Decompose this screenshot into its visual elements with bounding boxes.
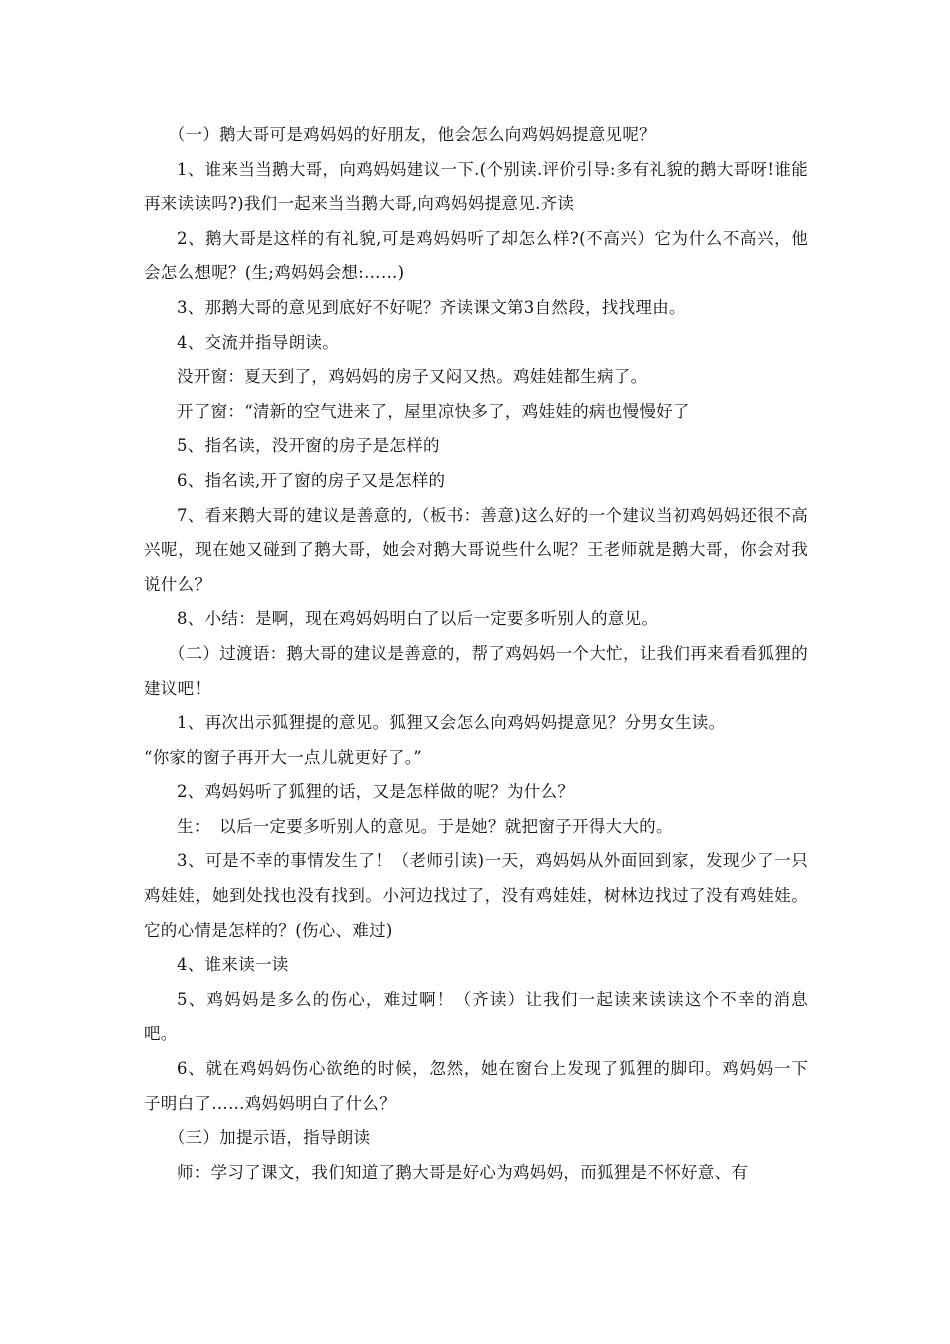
- section-heading-2: （二）过渡语：鹅大哥的建议是善意的，帮了鸡妈妈一个大忙，让我们再来看看狐狸的建议吧！: [144, 643, 808, 698]
- paragraph: 开了窗：“清新的空气进来了，屋里凉快多了，鸡娃娃的病也慢慢好了: [177, 401, 690, 421]
- paragraph: 4、交流并指导朗读。: [177, 332, 339, 352]
- section-heading-3: （三）加提示语，指导朗读: [168, 1128, 371, 1148]
- paragraph: 师：学习了课文，我们知道了鹅大哥是好心为鸡妈妈，而狐狸是不怀好意、有: [177, 1162, 749, 1182]
- paragraph: 2、鸡妈妈听了狐狸的话，又是怎样做的呢？为什么？: [177, 782, 575, 802]
- quote-line: “你家的窗子再开大一点儿就更好了。”: [144, 747, 423, 767]
- paragraph: 5、鸡妈妈是多么的伤心，难过啊！（齐读）让我们一起读来读读这个不幸的消息吧。: [144, 989, 808, 1044]
- paragraph: 6、就在鸡妈妈伤心欲绝的时候，忽然，她在窗台上发现了狐狸的脚印。鸡妈妈一下子明白了……鸡妈妈明白了什么？: [144, 1059, 808, 1113]
- body-text: [144, 118, 808, 1190]
- paragraph: 6、指名读,开了窗的房子又是怎样的: [177, 470, 446, 490]
- paragraph: 3、可是不幸的事情发生了！（老师引读)一天，鸡妈妈从外面回到家，发现少了一只鸡娃娃，她到处找也没有找到。小河边找过了，没有鸡娃娃，树林边找过了没有鸡娃娃。它的心情是怎样的？(伤心、难过): [144, 851, 808, 940]
- paragraph: 5、指名读，没开窗的房子是怎样的: [177, 436, 440, 456]
- section-heading-1: （一）鹅大哥可是鸡妈妈的好朋友，他会怎么向鸡妈妈提意见呢？: [168, 125, 656, 144]
- paragraph: 7、看来鹅大哥的建议是善意的,（板书：善意)这么好的一个建议当初鸡妈妈还很不高兴呢，现在她又碰到了鹅大哥，她会对鹅大哥说些什么呢？王老师就是鹅大哥，你会对我说什么？: [144, 505, 808, 594]
- paragraph: 3、那鹅大哥的意见到底好不好呢？齐读课文第3自然段，找找理由。: [177, 297, 686, 317]
- paragraph: 4、谁来读一读: [177, 955, 289, 975]
- paragraph: 2、鹅大哥是这样的有礼貌,可是鸡妈妈听了却怎么样?(不高兴）它为什么不高兴，他会怎么想呢？(生;鸡妈妈会想:……): [144, 228, 808, 283]
- paragraph: 没开窗：夏天到了，鸡妈妈的房子又闷又热。鸡娃娃都生病了。: [177, 367, 648, 387]
- paragraph: 1、再次出示狐狸提的意见。狐狸又会怎么向鸡妈妈提意见？分男女生读。: [177, 713, 726, 733]
- paragraph: 生： 以后一定要多听别人的意见。于是她？就把窗子开得大大的。: [177, 816, 673, 836]
- paragraph: 1、谁来当当鹅大哥，向鸡妈妈建议一下.(个别读.评价引导:多有礼貌的鹅大哥呀!谁能再来读读吗?)我们一起来当当鹅大哥,向鸡妈妈提意见.齐读: [144, 159, 808, 214]
- paragraph: 8、小结：是啊，现在鸡妈妈明白了以后一定要多听别人的意见。: [177, 609, 659, 629]
